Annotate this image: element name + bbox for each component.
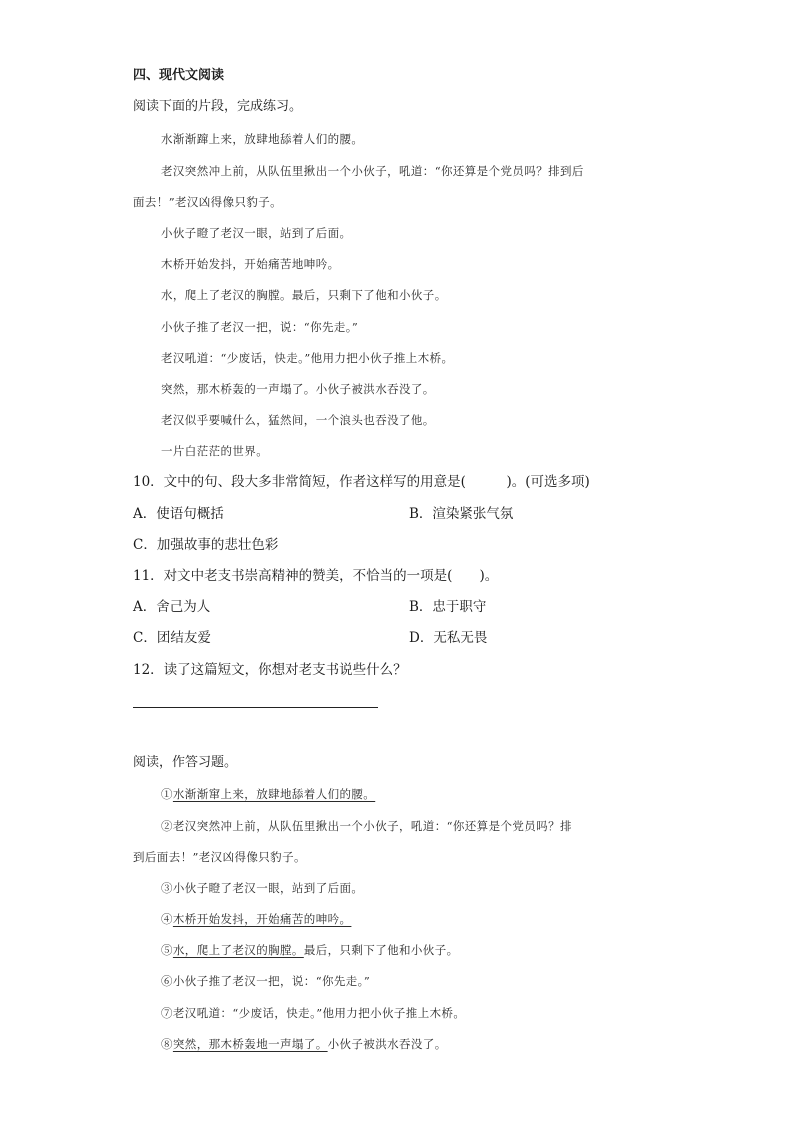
question-10-option-c[interactable]: C．加强故事的悲壮色彩 [133, 537, 279, 553]
question-11-option-d[interactable]: D．无私无畏 [409, 630, 488, 646]
passage-2-paragraph-1 [161, 785, 375, 803]
passage-paragraph: 面去！”老汉凶得像只豹子。 [133, 195, 283, 209]
underlined-sentence: 水，爬上了老汉的胸膛。 [172, 943, 304, 957]
question-10-option-b[interactable]: B．渲染紧张气氛 [409, 506, 514, 522]
passage-paragraph: 木桥开始发抖，开始痛苦地呻吟。 [161, 257, 340, 271]
passage-paragraph: 老汉似乎要喊什么，猛然间，一个浪头也吞没了他。 [161, 413, 435, 427]
passage-paragraph: 一片白茫茫的世界。 [161, 444, 269, 458]
question-10-option-a[interactable]: A．使语句概括 [133, 506, 224, 522]
passage-paragraph: 小伙子推了老汉一把，说：“你先走。” [161, 320, 359, 334]
underlined-sentence: 突然，那木桥轰地一声塌了。 [172, 1037, 328, 1051]
passage-2-paragraph-6: ⑥小伙子推了老汉一把，说：“你先走。” [161, 974, 371, 988]
underlined-sentence: 木桥开始发抖，开始痛苦的呻吟。 [172, 912, 352, 926]
question-10-stem: 10．文中的句、段大多非常简短，作者这样写的用意是( )。(可选多项) [133, 474, 590, 490]
passage-2-paragraph-2: ②老汉突然冲上前，从队伍里揪出一个小伙子，吼道：“你还算是个党员吗？排 [161, 819, 572, 833]
sentence-rest: 小伙子被洪水吞没了。 [327, 1037, 447, 1051]
question-11-option-c[interactable]: C．团结友爱 [133, 630, 211, 646]
section-heading: 四、现代文阅读 [133, 68, 225, 83]
passage-paragraph: 老汉突然冲上前，从队伍里揪出一个小伙子，吼道：“你还算是个党员吗？排到后 [161, 164, 584, 178]
passage-2-paragraph-2-cont: 到后面去！”老汉凶得像只豹子。 [133, 850, 306, 864]
paragraph-number: ⑧ [161, 1037, 173, 1051]
paragraph-number: ⑤ [161, 943, 173, 957]
passage-2-paragraph-5 [161, 941, 459, 959]
answer-line[interactable] [133, 707, 378, 708]
question-11-option-b[interactable]: B．忠于职守 [409, 599, 487, 615]
passage-paragraph: 突然，那木桥轰的一声塌了。小伙子被洪水吞没了。 [161, 382, 435, 396]
paragraph-number: ④ [161, 912, 173, 926]
passage-paragraph: 小伙子瞪了老汉一眼，站到了后面。 [161, 226, 352, 240]
passage-paragraph: 水，爬上了老汉的胸膛。最后，只剩下了他和小伙子。 [161, 288, 447, 302]
underlined-sentence: 水渐渐窜上来，放肆地舔着人们的腰。 [172, 787, 376, 801]
passage-2-paragraph-8 [161, 1035, 447, 1053]
section-instruction: 阅读下面的片段，完成练习。 [133, 99, 303, 114]
question-11-option-a[interactable]: A．舍己为人 [133, 599, 211, 615]
paragraph-number: ① [161, 787, 173, 801]
question-12-stem: 12．读了这篇短文，你想对老支书说些什么？ [133, 662, 407, 678]
section-2-instruction: 阅读，作答习题。 [133, 755, 238, 770]
passage-2-paragraph-3: ③小伙子瞪了老汉一眼，站到了后面。 [161, 881, 364, 895]
sentence-rest: 最后，只剩下了他和小伙子。 [303, 943, 459, 957]
passage-2-paragraph-4 [161, 910, 351, 928]
passage-paragraph: 老汉吼道：“少废话，快走。”他用力把小伙子推上木桥。 [161, 351, 454, 365]
passage-2-paragraph-7: ⑦老汉吼道：“少废话，快走。”他用力把小伙子推上木桥。 [161, 1006, 466, 1020]
question-11-stem: 11．对文中老支书崇高精神的赞美，不恰当的一项是( )。 [133, 568, 499, 584]
passage-paragraph: 水渐渐蹿上来，放肆地舔着人们的腰。 [161, 132, 364, 146]
